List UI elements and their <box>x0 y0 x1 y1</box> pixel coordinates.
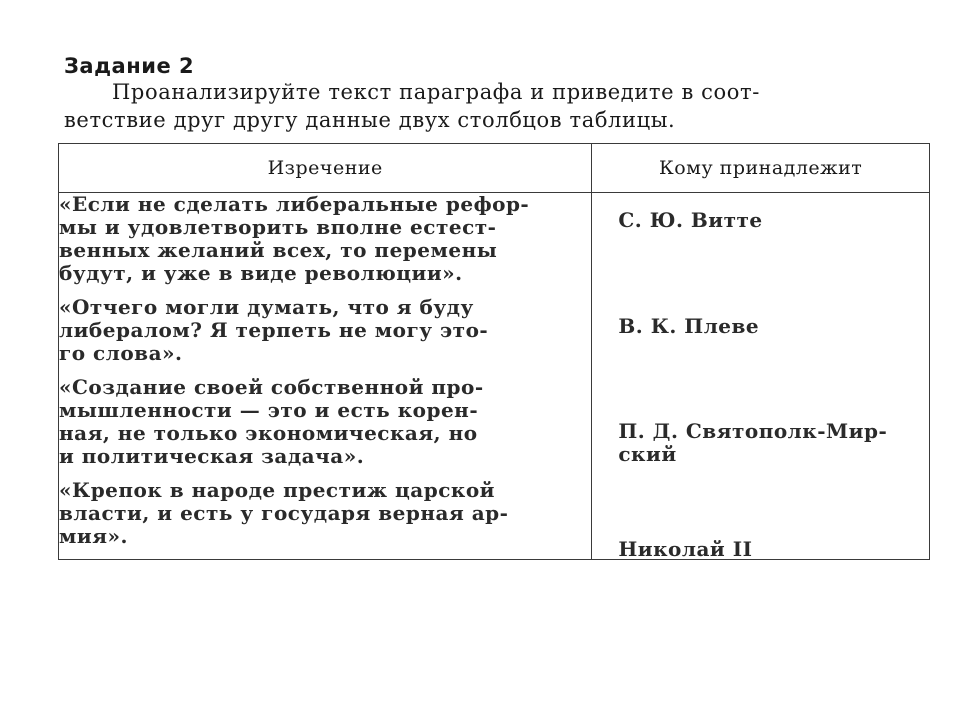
quote-line: «Отчего могли думать, что я буду <box>59 295 474 319</box>
quote-line: «Крепок в народе престиж царской <box>59 478 496 502</box>
quote-line: либералом? Я терпеть не могу это- <box>59 318 489 342</box>
quote-line: мышленности — это и есть корен- <box>59 398 479 422</box>
task-instruction-line: Проанализируйте текст параграфа и приведите в соот- <box>112 80 760 104</box>
quote-line: «Создание своей собственной про- <box>59 375 484 399</box>
quote-line: власти, и есть у государя верная ар- <box>59 501 509 525</box>
table-row <box>59 193 930 560</box>
column-header-author: Кому принадлежит <box>592 144 930 193</box>
quote-item <box>59 193 591 285</box>
author-line: Николай II <box>618 537 753 561</box>
quote-line: го слова». <box>59 341 183 365</box>
quote-line: ная, не только экономическая, но <box>59 421 478 445</box>
matching-table <box>58 143 930 560</box>
quote-item <box>59 296 591 365</box>
author-item <box>618 315 918 338</box>
quote-line: «Если не сделать либеральные рефор- <box>59 192 530 216</box>
quote-item <box>59 376 591 468</box>
author-item <box>618 538 918 561</box>
task-heading <box>64 52 934 134</box>
quote-item <box>59 479 591 548</box>
quote-line: будут, и уже в виде революции». <box>59 261 463 285</box>
author-line: ский <box>618 442 677 466</box>
quotes-cell <box>59 193 592 560</box>
task-title: Задание 2 <box>64 54 195 78</box>
author-line: В. К. Плеве <box>618 314 760 338</box>
author-item <box>618 420 918 466</box>
quote-line: мы и удовлетворить вполне естест- <box>59 215 497 239</box>
author-line: С. Ю. Витте <box>618 208 763 232</box>
column-header-quote: Изречение <box>59 144 592 193</box>
task-instruction-line: ветствие друг другу данные двух столбцов таблицы. <box>64 108 676 132</box>
author-line: П. Д. Святополк-Мир- <box>618 419 888 443</box>
quote-line: и политическая задача». <box>59 444 365 468</box>
quote-line: венных желаний всех, то перемены <box>59 238 498 262</box>
table-header-row <box>59 144 930 193</box>
task-instruction <box>64 78 934 134</box>
authors-cell <box>592 193 930 560</box>
author-item <box>618 209 918 232</box>
quote-line: мия». <box>59 524 128 548</box>
